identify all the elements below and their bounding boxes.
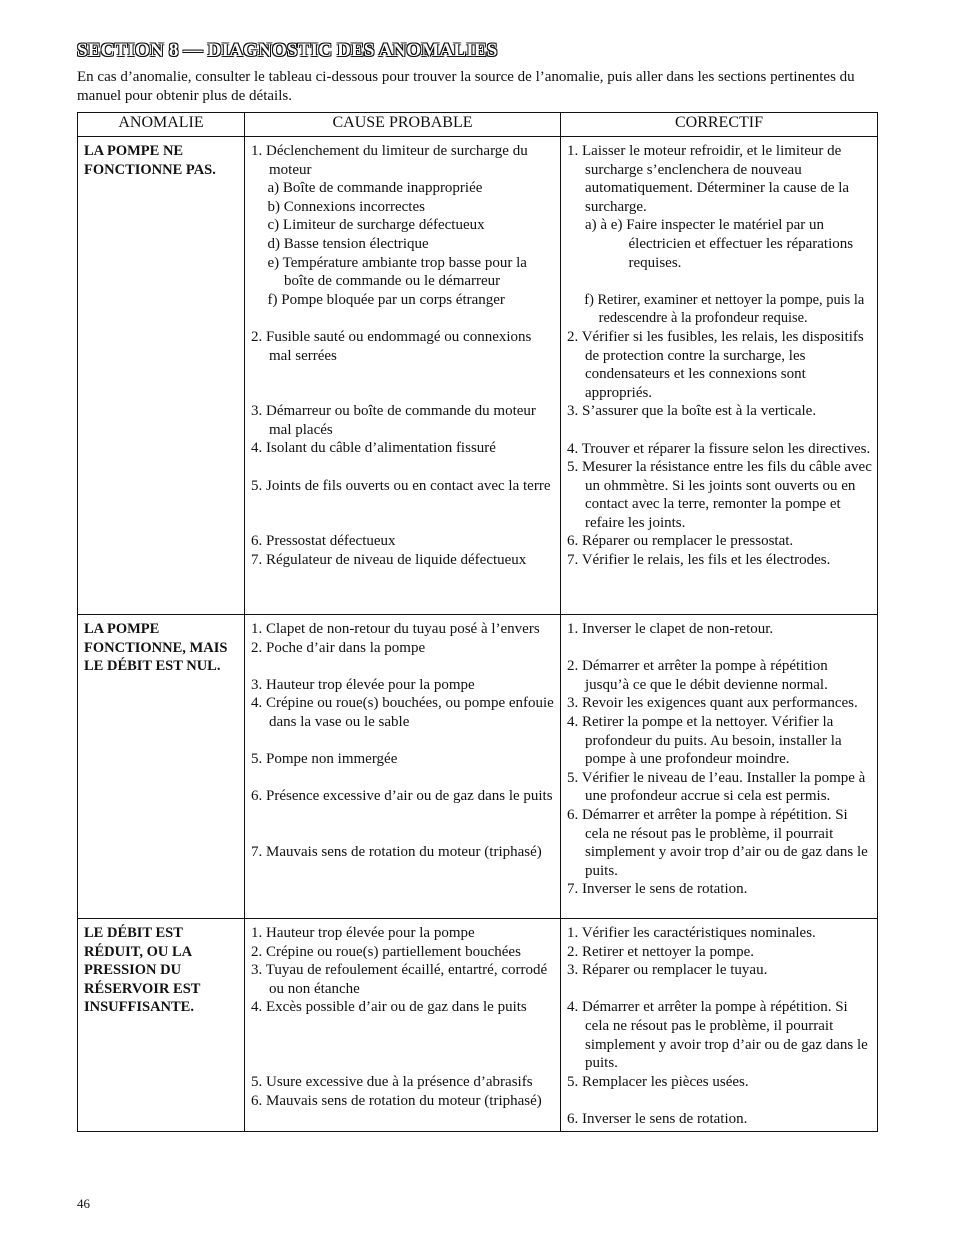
cause-subitem: b) Connexions incorrectes	[267, 198, 425, 215]
intro-paragraph: En cas d’anomalie, consulter le tableau ci-dessous pour trouver la source de l’anomalie, puis aller dans les sections pertinentes du manuel pour obtenir plus de détails.	[77, 69, 855, 104]
cause-subitem: c) Limiteur de surcharge défectueux	[267, 217, 485, 234]
fix-item: 1. Laisser le moteur refroidir, et le limiteur de surcharge s’enclenchera de nouveau automatiquement. Déterminer la cause de la surcharge.	[567, 143, 850, 215]
cause-item: 3. Démarreur ou boîte de commande du moteur mal placés	[251, 403, 536, 438]
cause-item: 6. Présence excessive d’air ou de gaz dans le puits	[251, 788, 553, 805]
cause-item: 1. Clapet de non-retour du tuyau posé à l’envers	[251, 621, 540, 637]
anomaly-cell: LE DÉBIT EST RÉDUIT, OU LA PRESSION DU RÉSERVOIR EST INSUFFISANTE.	[78, 919, 245, 1132]
anomaly-cell: LA POMPE FONCTIONNE, MAIS LE DÉBIT EST NUL.	[78, 615, 245, 919]
header-anomalie: ANOMALIE	[78, 113, 245, 137]
fix-item: 1. Inverser le clapet de non-retour.	[567, 621, 774, 637]
cause-subitem: d) Basse tension électrique	[267, 235, 429, 252]
cause-item: 1. Hauteur trop élevée pour la pompe	[251, 925, 475, 941]
fix-subitem	[567, 216, 873, 272]
section-title: SECTION 8 — DIAGNOSTIC DES ANOMALIES	[77, 40, 498, 61]
cause-item: 6. Mauvais sens de rotation du moteur (triphasé)	[251, 1092, 542, 1109]
fix-item: 4. Démarrer et arrêter la pompe à répétition. Si cela ne résout pas le problème, il pourrait simplement y avoir trop d’air ou de gaz dans le puits.	[567, 999, 868, 1072]
cause-subitem: f) Pompe bloquée par un corps étranger	[267, 291, 505, 308]
cause-item: 2. Fusible sauté ou endommagé ou connexions mal serrées	[251, 328, 532, 364]
cause-item: 5. Pompe non immergée	[251, 751, 398, 768]
cause-item: 4. Crépine ou roue(s) bouchées, ou pompe enfouie dans la vase ou le sable	[251, 695, 554, 730]
fix-item: 5. Remplacer les pièces usées.	[567, 1073, 749, 1090]
cause-item: 7. Mauvais sens de rotation du moteur (triphasé)	[251, 843, 542, 860]
anomaly-cell: LA POMPE NE FONCTIONNE PAS.	[78, 137, 245, 615]
cause-subitem: e) Température ambiante trop basse pour la boîte de commande ou le démarreur	[267, 254, 527, 290]
header-correctif: CORRECTIF	[561, 113, 878, 137]
fix-item: 3. Réparer ou remplacer le tuyau.	[567, 962, 768, 979]
table-row	[78, 137, 878, 615]
fix-item: 3. Revoir les exigences quant aux performances.	[567, 695, 858, 712]
cause-cell	[245, 137, 561, 615]
cause-item: 2. Crépine ou roue(s) partiellement bouchées	[251, 943, 521, 960]
fix-item: 7. Vérifier le relais, les fils et les électrodes.	[567, 552, 831, 569]
fix-cell	[561, 919, 878, 1132]
fix-cell	[561, 137, 878, 615]
cause-item: 2. Poche d’air dans la pompe	[251, 639, 426, 656]
fix-item: 1. Vérifier les caractéristiques nominales.	[567, 925, 816, 941]
fix-item: 5. Mesurer la résistance entre les fils du câble avec un ohmmètre. Si les joints sont ouverts ou en contact avec la terre, remonter la pompe et refaire les joints.	[567, 459, 872, 531]
fix-item: 2. Démarrer et arrêter la pompe à répétition jusqu’à ce que le débit devienne normal.	[567, 658, 828, 693]
cause-item: 3. Tuyau de refoulement écaillé, entartré, corrodé ou non étanche	[251, 962, 548, 997]
fix-item: 2. Vérifier si les fusibles, les relais, les dispositifs de protection contre la surcharge, les condensateurs et les connexions sont appropriés.	[567, 328, 864, 401]
table-header-row	[78, 113, 878, 137]
fix-cell	[561, 615, 878, 919]
cause-cell	[245, 919, 561, 1132]
fix-item: 2. Retirer et nettoyer la pompe.	[567, 943, 755, 960]
table-row	[78, 919, 878, 1132]
cause-item: 4. Excès possible d’air ou de gaz dans le puits	[251, 999, 527, 1016]
fix-item: 6. Réparer ou remplacer le pressostat.	[567, 533, 794, 550]
cause-item: 4. Isolant du câble d’alimentation fissuré	[251, 440, 496, 457]
troubleshooting-table	[77, 112, 878, 1132]
fix-item: 7. Inverser le sens de rotation.	[567, 881, 748, 898]
cause-item: 7. Régulateur de niveau de liquide défectueux	[251, 551, 527, 568]
cause-item: 6. Pressostat défectueux	[251, 533, 396, 550]
cause-item: 5. Usure excessive due à la présence d’abrasifs	[251, 1073, 533, 1090]
fix-item: 6. Démarrer et arrêter la pompe à répétition. Si cela ne résout pas le problème, il pourrait simplement y avoir trop d’air ou de gaz dans le puits.	[567, 806, 868, 879]
fix-subitem: f) Retirer, examiner et nettoyer la pompe, puis la redescendre à la profondeur requise.	[584, 291, 865, 327]
page-number: 46	[77, 1196, 90, 1211]
cause-item: 5. Joints de fils ouverts ou en contact avec la terre	[251, 477, 551, 494]
fix-item: 6. Inverser le sens de rotation.	[567, 1110, 748, 1127]
fix-item: 4. Retirer la pompe et la nettoyer. Vérifier la profondeur du puits. Au besoin, installer la pompe à une profondeur moindre.	[567, 713, 842, 768]
table-row	[78, 615, 878, 919]
fix-item: 4. Trouver et réparer la fissure selon les directives.	[567, 440, 871, 457]
header-cause: CAUSE PROBABLE	[245, 113, 561, 137]
cause-item: 3. Hauteur trop élevée pour la pompe	[251, 676, 475, 693]
fix-item: 5. Vérifier le niveau de l’eau. Installer la pompe à une profondeur accrue si cela est permis.	[567, 769, 866, 805]
fix-item: 3. S’assurer que la boîte est à la verticale.	[567, 403, 817, 420]
cause-subitem: a) Boîte de commande inappropriée	[267, 180, 483, 197]
fix-subitem-text: a) à e) Faire inspecter le matériel par un électricien et effectuer les réparations requises.	[585, 217, 854, 271]
cause-item: 1. Déclenchement du limiteur de surcharge du moteur	[251, 143, 528, 178]
cause-cell	[245, 615, 561, 919]
